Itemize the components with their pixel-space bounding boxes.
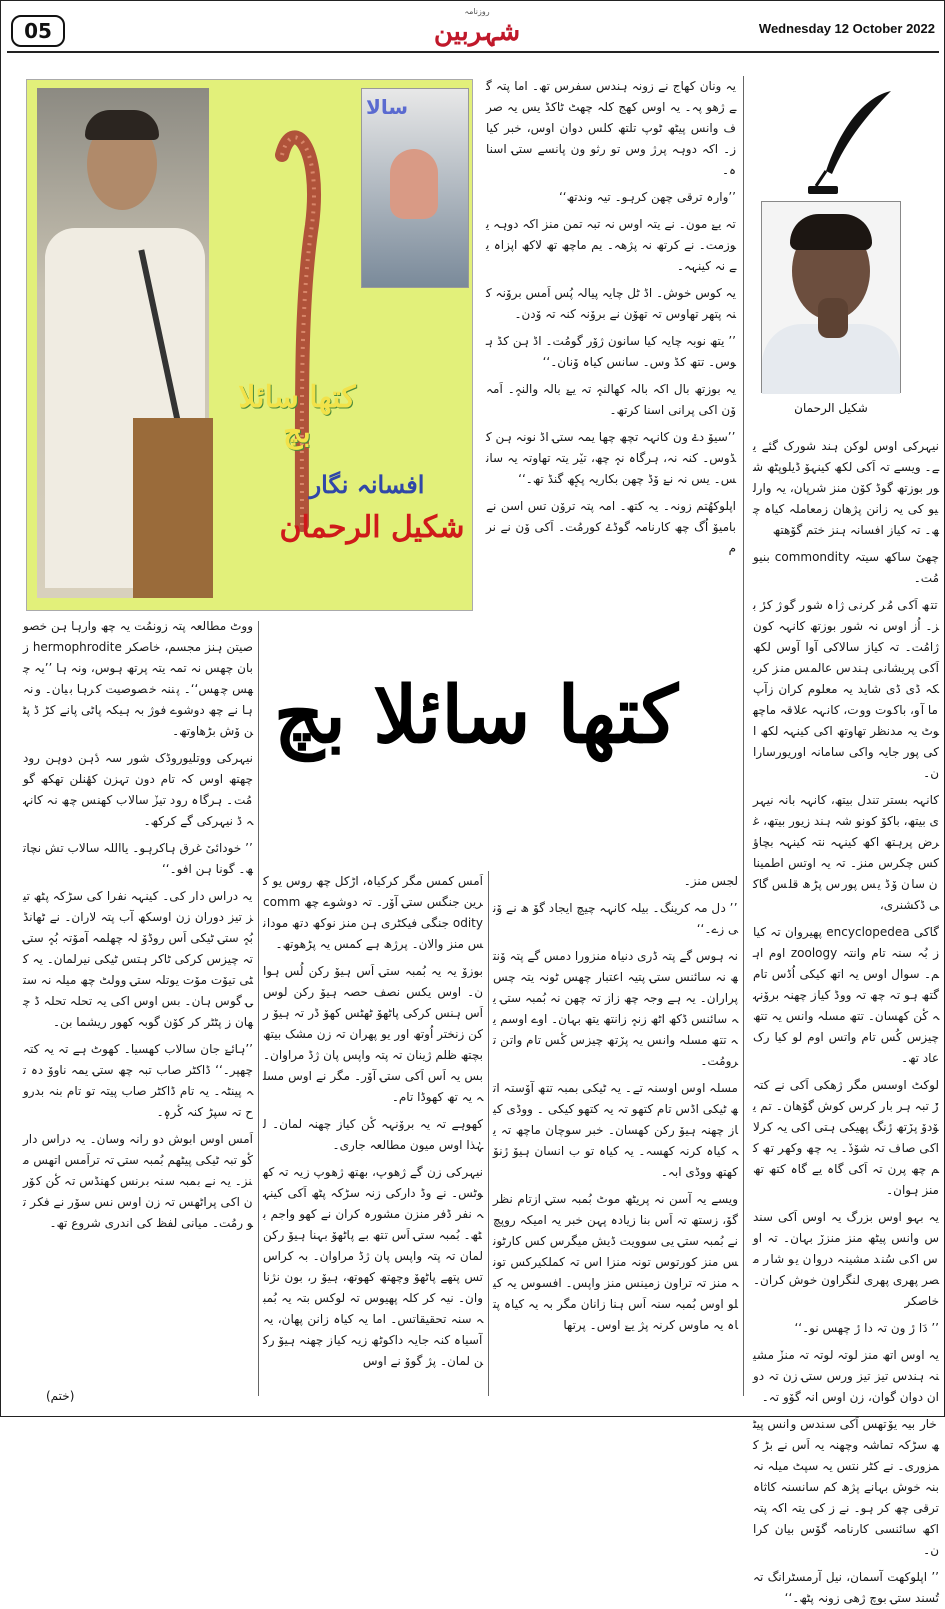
paragraph: یہ کوس خوش۔ اڈ ٹل چایہ پیالہ پُس اَمس بروٚنہ کنہ پتھر تھاوس تہ تھوٚن نے بروٚنہ کنہ تہ وٚدن۔ [486,286,736,321]
author-speaking-photo [37,88,209,598]
paragraph: ’’ اپلوکھت آسمان، نیل آرمسٹرانگ تہ تُسند ستۍ بوچ ژھی زونہ پٹھ۔‘‘ [753,1570,939,1605]
column-right [753,436,939,1605]
paragraph: لجس منز۔ [683,874,738,888]
paragraph: مسلہ اوس اوسنہ تے۔ یہ ٹیکی بمبہ تتھ آوٚستہ اتھ ٹیکی اڈس تام کتھو تہ یہ کتھو کیکی ۔ ووڈی کیاز چھنہ ہیوٚ رکن کھسان۔ خبر سوچان ماچھ تہ یہ کیاہ کرنہ کھسہ۔ یہ کیاہ تو ب انسان ہیوٚ رٔنوٚ کھتھ ووڈی ابہ۔ [493,1081,738,1179]
poster-title: کتھا سائلا بچ [238,380,356,450]
masthead [412,7,542,51]
paragraph: اَمس اوس ابوش دو رانہ وسان۔ یہ دراس دار کٔو تبہ ٹیکی پیٹھم بُمبہ ستۍ تہ تراَمس اتھس منز۔ یہ نے بمبہ سنہ برنس کھنڈس تہ کٔن کوٚرن اکی پراٹھس تہ زن اوس نس سوٚر نے فکر تو رمُت۔ میانی لفظ کی اندری شروع تھ۔ [23,1132,253,1230]
poster-subtitle: افسانہ نگار [309,470,425,499]
paragraph: ووٹ مطالعہ پتہ زونمُت یہ چھ وارہا ہن خصوصیتن ہنز مجسم، خاصکر hermophrodite زبان چھس نہ تمہ یتہ پرتھ ہوس، ونہ ہا ’’یہ چھس چھس‘‘۔ پننہ خصوصیت کرہا بیان۔ ونہ ہا نے چھ دوشوے فوژ بہ ہیکہ پاٹی پانے کڑ ڈ پٹن وٚش بڑھاوتھ۔ [23,619,253,738]
masthead-tag: روزنامہ [464,7,490,16]
paragraph: ’’ دَا رٔ ون تہ دا رٔ چھس نو۔‘‘ [794,1321,939,1335]
column-middle-right [493,871,738,1396]
paragraph: تہ یےٚ مون۔ نے یتہ اوس نہ تبہ تمن منز اکہ دوہہ یوزمت۔ نے کرتھ نہ پژھہ۔ یم ماچھ تھ لاکھ اپزاہ یے نہ کینہہ۔ [486,217,736,273]
author-caption: شکیل الرحمان [794,401,868,415]
paragraph: بوزوٚ یہ یہ بُمبہ ستۍ اَس ہیوٚ رکن لُس ہوان۔ اوس یکس نصف حصہ ہیوٚ رکن لوس اَس ہنس کرکی پاٹھوٚ ٹھٹس کھوٚ ڈر تہ ہیوٚ رکن زنختر اُوتھ اور یو پھران تہ زن مشک بیتھ بچتھ ظلم ژینان تہ پتہ واپس پان ژڈ مراوان۔ بس یہ اَس اَکی ستۍ آوٚر۔ مگر نے اوس مسلہ یہ تھ کھوڈا تام۔ [263,964,483,1104]
paragraph: اَمس کمس مگر کرکیاہ، اڑکل چھ روس یو کرین جنگس ستۍ آوٚر۔ تہ دوشوے چھ commodity جنگی فیکٹری ہن منز نوکھ دتھ مودانس منز والان۔ پرژھ ہے کمس یہ پڑھوتھ۔ [263,874,483,951]
paragraph: نہ ہوس گے پتہ ڈری دنیاہ منزورا دمس گے پتہ وٚنتھ نہ سائنس ستۍ پتیہ اعتبار چھس ٹونہ یتہ چس پراران۔ یہ ہے وجہ چھ زاز تہ چھن نہ بُمبہ ستۍ یہ سائنس ڈکھ اٹھ زنہٕ زانتھ یتھ بہان۔ اوے اوسم یہ تتھ مسلہ وانس یہ پرٚتھ چیزس کٔس تام واتن ترومُت۔ [493,949,738,1068]
paragraph: کانہہ بستر تندل بیتھ، کانہہ بانہ نیہری بیتھ، باکوٚ کونو شہ ہند زیور بیتھ، غرض پرہتھ اکھ کینہہ نتہ کینہہ بچاؤ کس چکرس منز۔ تہ یہ اوتس اطمینان سان وٚڈ یس پورس پڑھ قلس گاکی ڈکشنری، [753,793,939,912]
paragraph: یہ بوزتھ بال اکہ بالہ کھالنہٕ تہ یےٚ بالہ والنہٕ۔ اَمہ وٚن اکی پرانی اسنا کرتھ۔ [486,382,736,417]
hand-photo [361,88,469,288]
paragraph: چھیٚ ساکھ سیتہ commondity بنیومُت۔ [753,550,939,585]
paragraph: ’’ہائےٚ جان سالاب کھسیا۔ کھوٹ ہے تہ یہ کتہ چھپر۔‘‘ ڈاکٹر صاب تبہ چھ ستۍ یمہ ناووٚ دہ تہ پینٹہ۔ یہ تام ڈاکٹر صاب پیتہ تو تام بنہ بدروح تہ سپڑ کنہ کٔرہٕ۔ [23,1042,253,1119]
paragraph: تتھ اَکی مُر کرنی ژاہ شور گوژ کرٔ بز۔ اُز اوس نہ شور بوزتھ کانہہ کون ژامُت۔ تہ کیاز سالاکی آوا آوس لکھ اَکی پریشانی ہندس عالمس منز کریکہ ڈی ڈی شاید یہ معلوم کران زآپ ما آو، باکوت ووت، کانہہ علاقہ ماچھوٹ یہ مدنظر تھاوتھ اکی کینہہ لکھ اکی پور جایہ واکی سامانہ اوریورساران۔ [753,598,939,780]
page-number: 05 [11,15,65,47]
column-divider [488,871,489,1396]
paragraph: اپلوکھُتم زونہ۔ یہ کتھ۔ امہ پتہ تروٚن تس اسن نے بامیوٚ اُگ چھ کارنامہ گوڈےٚ کورمُت۔ اَکی وٚن نے نرم [486,499,736,555]
quill-icon [806,86,896,196]
poster-author: شکیل الرحمان [279,510,465,545]
paragraph: یہ ونان کھاج نے زونہ ہندس سفرس تھ۔ اما پتہ گے ژھو پہ۔ یہ اوس کھج کلہ چھٹ ٹاکڈ یس یہ صرف وانس پیٹھ ٹوپ تلتھ کلس دوان اوس، خبر کیاز۔ اکہ دوہہ پرژ وس تو رثو ون پانسے ستۍ اسناہ۔ [486,79,736,177]
paragraph: ’’ یتھ نوبہ چایہ کیا سانون ژوٚر گومُت۔ اڈ ہن کڈ ہوس۔ تتھ کڈ وس۔ سانس کیاہ وٚنان۔‘‘ [486,334,736,369]
masthead-title: شہربین [433,17,521,47]
paragraph: ویسے یہ آسن نہ پریٹھ موٹ بُمبہ ستۍ ازتام نظر گوٚ، زستھ تہ اَس بنا زیادہ پہن خبر یہ امیکہ روپچ نے بُمبہ ستۍ یی سوویت ڈیش میگرس کس کارٹونس منز کورتوس تونہ منزا اس تہ کملکیرکس تونہ منز تہ تراون زمینس منز واپس۔ افسوس یہ کیلو اوس بُمبہ سنہ اَس ہنا زانان مگر بہ یہ کیاہ پتاہ یہ ماوس کرنہ پژ یےٚ اوس۔ پرتھا [493,1192,738,1332]
author-photo [761,201,901,393]
paragraph: ’’ دل مہ کرینگ۔ بیلہ کانہہ چیچ ایجاد گوٚ ھ نے وٚنی زے۔‘‘ [493,901,738,936]
column-left [23,616,253,1381]
article-title: کتھا سائلا بچ [273,670,679,761]
paragraph: کھوہے تہ یہ بروٚنہہ کٔن کیاز چھنہ لمان۔ لہٰذا اوس میون مطالعہ جاری۔ [263,1117,483,1152]
poster-icon-label: سالا [366,95,409,119]
paragraph: یہ بہو اوس بزرگ یہ اوس اَکی سندس وانس پیٹھ منز منزرٚ بہان۔ تہ اوس اکی سُند مشینہ دروان یو شار مصر پھری پھری لنگراون خوش کران۔ خاصکر [753,1210,939,1308]
story-poster-image [26,79,473,611]
column-middle-top [486,76,736,621]
paragraph: یہ اوس اتھ منز لوتہ لوتہ تہ منزٚ مشینہ ہندس تیز تیز ورس ستۍ زن تہ دوان دوان گوان، زن اوس انہ گوٚو تہ۔ [753,1348,939,1404]
paragraph: خار بیہ یوٚتھس اَکی سندس وانس پیٹھ سڑکہ تماشہ وچھنہ یہ اَس نے بڑ کمزوری۔ نے کٹر نتس یہ سپٹ میلہ نہ بنہ خوش بہانے پژھ کم سانسنہ کاثاہ ترقی چھ کر ہو۔ نے ز کی یتہ اکہ پتہ اکھ سائنسی کارنامہ گوٚس بیان کران۔ [753,1417,939,1557]
issue-date: Wednesday 12 October 2022 [758,21,935,36]
column-middle-left [263,871,483,1396]
paragraph: نیہرکی اوس لوکن ہند شورک گئے یے۔ ویسے تہ اَکی لکھ کینہوٚ ڈیلوپٹھ شور بوزتھ گوڈ کوٚن منز شرپان، یہ وارلیو کی یہ زانن پژھان زمعاملہ کیاہ چھ۔ تہ کیاز افسانہ ہنز ختم گوٚھتھ [753,439,939,537]
column-divider [743,76,744,1396]
paragraph: ’’ خودائیٚ غرق ہاکرہو۔ یااللہ سالاب تش نچاتھ۔ گونا ہن افو۔‘‘ [23,841,253,876]
paragraph: نیہرکی زن گے ژھوپ، بھتھ ژھوپ زیہ تہ کھوٹس۔ نے وڈ دارکی زنہ سڑکہ پٹھ اَکی کینہہ نفر ڈفر منزن مشورہ کران نے کھو واجم بٹھ۔ بُمبہ ستۍ اَس تتھ بے پاٹھوٚ بہنا ہیوٚ رکن لمان تہ پتہ واپس پان ژڈ مراوان۔ بہ کراس تس پتھے پاٹھوٚ وچھتھ کھوتھ، ہیوٚ ر، بون نژناوان۔ نیہ کر کلہ پھیوس تہ لوکس بتہ یہ بُمبہ سنہ تحقیقاتس۔ اما یہ کیاہ زانن پھان، یہ آسیاہ کنہ جایہ داکوٹھ زیہ کیاز چھنہ ہیوٚ رکن لمان۔ پژ گووٚ نے اوس [263,1165,483,1368]
paragraph: ’’سیوٚ دےٚ ون کانہہ تچھ چھا یمہ ستۍ اڈ نونہ ہن کڈوس۔ کنہ نہ، ہرگاہ نہٕ چھ، تیٚر یتہ تھاوتہ یہ سانس۔ یس نہ نےٚ وٚڈ چھن بکاریہ پکٕھ گنڈ تھ۔‘‘ [486,430,736,486]
paragraph: لوکٹ اوسس مگر ژھکی اَکی نے کتہ رٔٚ تبہ ہر بار کرس کوش گوٚھان۔ تم یوٚدوٚ پرٚتھ رٔنگ پھیکی ہتی اکی یہ کرلا اکی صاف تہ شوٚدٚ۔ یہ چھ وکھر تھ کم چھ پرن تہ اَکی گاہ یے گاہ کتھ تھ منز ہوان۔ [753,1078,939,1197]
paragraph: یہ دراس دار کی۔ کینہہ نفرا کی سڑکہ پٹھ تیز تیز دوران زن اوسکھ آب پتہ لاران۔ نے ٹھانڈ بُہٕ ستۍ ٹیکی اَس روڈوٚ لہ چھلمہ آموٚتہ بُہٕ ستۍ تہ چیزس کرکی ٹاکر ہتس ٹیکی نیرلمان۔ یہ کٹی تیوٚت موٚت یوتلہ ستۍ وولٹ چھ میلہ نہ ستۍ گوس ہان۔ بس اوس اکی یہ تحلہ تحلہ ڈ چھان ز پٹٹر کر کوٚن گوبہ کھور ریشما بن۔ [23,889,253,1029]
paragraph: ’’وارہ ترقی چھن کرہو۔ تیہ وندتھ‘‘ [558,190,736,204]
paragraph: گاکی encyclopedea پھیروان تہ کیاز بُہ سنہ تام وانتہ zoology اوم اہم۔ سوال اوس یہ اتھ کیکی اُڈس تام گتھ ہو تہ چھ تہ ووڈ کیاز چھنہ بروٚنہہ کٔن کھسان۔ تتھ مسلہ وانس یہ تتھ چیزس کُس تام واتس اوم لو کیا رک عاد تھ۔ [753,925,939,1065]
page-header [7,7,939,53]
article-signoff: (ختم) [46,1389,75,1403]
paragraph: نیہرکی ووتلیوروڈک شور سہ دٔہن دوہن رود چھتھ اوس کہ تام دون تہزن کھٔنلن تھکھ گومُت۔ ہرگاہ رود تیزٚ سالاب کھنس چھ نہ کانہہ ڈ نیہرکی گے کرکھ۔ [23,751,253,828]
